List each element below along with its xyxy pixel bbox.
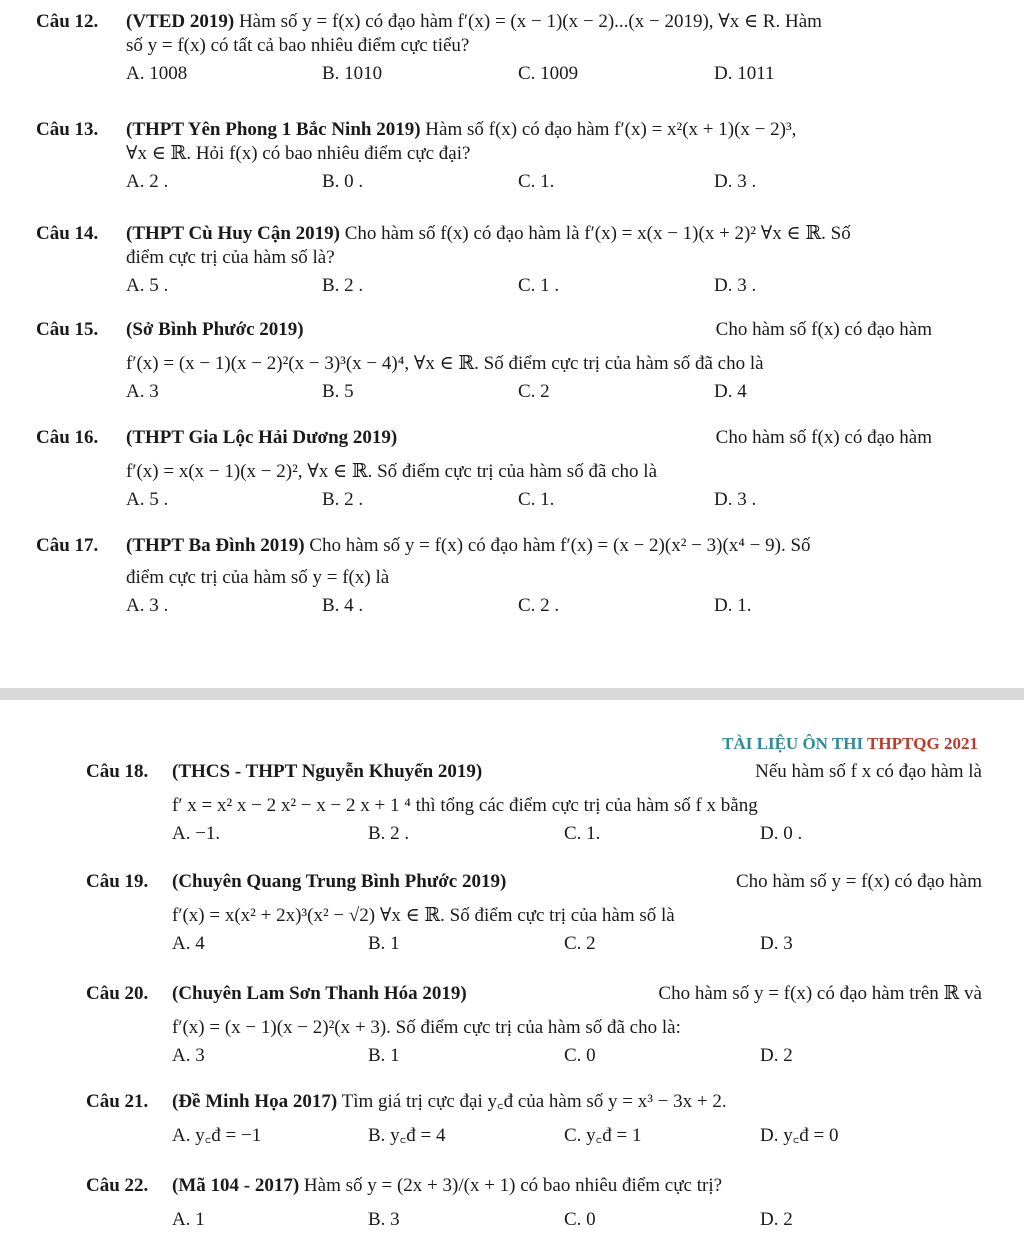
option-c[interactable]: C. 1009 xyxy=(518,63,579,84)
option-b[interactable]: B. 0 . xyxy=(322,171,364,192)
question-20 xyxy=(86,982,982,1068)
option-c[interactable]: C. 1. xyxy=(564,823,601,844)
option-a[interactable]: A. 3 xyxy=(172,1045,205,1066)
question-text-cont: ∀x ∈ ℝ. Hỏi f(x) có bao nhiêu điểm cực đại? xyxy=(126,143,471,164)
option-d[interactable]: D. 2 xyxy=(760,1209,793,1230)
question-text-cont: điểm cực trị của hàm số là? xyxy=(126,247,335,268)
option-b[interactable]: B. 1010 xyxy=(322,63,383,84)
option-b[interactable]: B. y꜀đ = 4 xyxy=(368,1125,446,1146)
question-text-cont: điểm cực trị của hàm số y = f(x) là xyxy=(126,567,390,588)
option-b[interactable]: B. 2 . xyxy=(368,823,410,844)
option-a[interactable]: A. 3 . xyxy=(126,595,169,616)
page-separator xyxy=(0,688,1024,700)
option-c[interactable]: C. 2 . xyxy=(518,595,560,616)
question-16 xyxy=(36,426,932,512)
question-21 xyxy=(86,1090,982,1148)
answer-options xyxy=(86,932,982,956)
answer-options xyxy=(36,62,932,86)
option-a[interactable]: A. 2 . xyxy=(126,171,169,192)
answer-options xyxy=(86,1044,982,1068)
question-source: (THPT Gia Lộc Hải Dương 2019) xyxy=(126,427,398,448)
question-label: Câu 15. xyxy=(36,319,99,340)
question-text-cont: f′(x) = x(x − 1)(x − 2)², ∀x ∈ ℝ. Số điểm cực trị của hàm số đã cho là xyxy=(126,461,658,482)
option-c[interactable]: C. 0 xyxy=(564,1045,596,1066)
option-b[interactable]: B. 1 xyxy=(368,1045,400,1066)
option-d[interactable]: D. 2 xyxy=(760,1045,793,1066)
option-a[interactable]: A. 1 xyxy=(172,1209,205,1230)
option-d[interactable]: D. 3 . xyxy=(714,489,757,510)
question-source: (Chuyên Quang Trung Bình Phước 2019) xyxy=(172,871,507,892)
answer-options xyxy=(36,380,932,404)
question-17 xyxy=(36,534,932,618)
question-source: (Đề Minh Họa 2017) xyxy=(172,1091,338,1112)
option-b[interactable]: B. 2 . xyxy=(322,275,364,296)
answer-options xyxy=(36,594,932,618)
question-text: Nếu hàm số f x có đạo hàm là xyxy=(755,761,982,782)
question-text-cont: số y = f(x) có tất cả bao nhiêu điểm cực tiểu? xyxy=(126,35,470,56)
answer-options xyxy=(86,822,982,846)
question-label: Câu 14. xyxy=(36,223,99,244)
option-c[interactable]: C. 2 xyxy=(564,933,596,954)
option-a[interactable]: A. 4 xyxy=(172,933,205,954)
question-source: (VTED 2019) xyxy=(126,11,235,32)
option-a[interactable]: A. 3 xyxy=(126,381,159,402)
option-d[interactable]: D. 0 . xyxy=(760,823,803,844)
answer-options xyxy=(36,488,932,512)
question-label: Câu 16. xyxy=(36,427,99,448)
option-d[interactable]: D. 1. xyxy=(714,595,752,616)
question-text: Cho hàm số y = f(x) có đạo hàm f′(x) = (x − 2)(x² − 3)(x⁴ − 9). Số xyxy=(309,535,811,556)
question-label: Câu 18. xyxy=(86,761,149,782)
option-b[interactable]: B. 4 . xyxy=(322,595,364,616)
option-d[interactable]: D. 3 xyxy=(760,933,793,954)
answer-options xyxy=(36,274,932,298)
question-label: Câu 12. xyxy=(36,11,99,32)
option-d[interactable]: D. 1011 xyxy=(714,63,775,84)
option-a[interactable]: A. 5 . xyxy=(126,275,169,296)
question-text: Hàm số f(x) có đạo hàm f′(x) = x²(x + 1)(x − 2)³, xyxy=(425,119,797,140)
question-source: (THPT Cù Huy Cận 2019) xyxy=(126,223,340,244)
question-text: Cho hàm số y = f(x) có đạo hàm xyxy=(735,871,982,892)
question-label: Câu 21. xyxy=(86,1091,149,1112)
question-text-cont: f′(x) = (x − 1)(x − 2)²(x + 3). Số điểm cực trị của hàm số đã cho là: xyxy=(172,1017,681,1038)
question-source: (THPT Yên Phong 1 Bắc Ninh 2019) xyxy=(126,119,421,140)
option-a[interactable]: A. 1008 xyxy=(126,63,188,84)
question-source: (Sở Bình Phước 2019) xyxy=(126,319,304,340)
answer-options xyxy=(86,1208,982,1232)
option-d[interactable]: D. 4 xyxy=(714,381,747,402)
option-a[interactable]: A. y꜀đ = −1 xyxy=(172,1125,262,1146)
question-14 xyxy=(36,222,932,298)
option-c[interactable]: C. 0 xyxy=(564,1209,596,1230)
question-source: (Mã 104 - 2017) xyxy=(172,1175,300,1196)
option-c[interactable]: C. 2 xyxy=(518,381,550,402)
question-text-cont: f′ x = x² x − 2 x² − x − 2 x + 1 ⁴ thì tổng các điểm cực trị của hàm số f x bằng xyxy=(172,795,758,816)
option-b[interactable]: B. 1 xyxy=(368,933,400,954)
question-text: Cho hàm số f(x) có đạo hàm xyxy=(715,427,932,448)
question-label: Câu 20. xyxy=(86,983,149,1004)
option-b[interactable]: B. 5 xyxy=(322,381,354,402)
answer-options xyxy=(86,1124,982,1148)
question-text-cont: f′(x) = (x − 1)(x − 2)²(x − 3)³(x − 4)⁴, ∀x ∈ ℝ. Số điểm cực trị của hàm số đã cho là xyxy=(126,353,764,374)
question-text-cont: f′(x) = x(x² + 2x)³(x² − √2) ∀x ∈ ℝ. Số điểm cực trị của hàm số là xyxy=(172,905,675,926)
question-18 xyxy=(86,760,982,846)
question-text: Hàm số y = f(x) có đạo hàm f′(x) = (x − 1)(x − 2)...(x − 2019), ∀x ∈ R. Hàm xyxy=(238,11,822,32)
question-13 xyxy=(36,118,932,194)
option-c[interactable]: C. 1. xyxy=(518,171,555,192)
question-text: Hàm số y = (2x + 3)/(x + 1) có bao nhiêu điểm cực trị? xyxy=(303,1175,723,1196)
page-header xyxy=(722,734,978,754)
question-source: (Chuyên Lam Sơn Thanh Hóa 2019) xyxy=(172,983,467,1004)
question-source: (THCS - THPT Nguyễn Khuyến 2019) xyxy=(172,761,483,782)
question-22 xyxy=(86,1174,982,1232)
option-a[interactable]: A. 5 . xyxy=(126,489,169,510)
question-text: Tìm giá trị cực đại y꜀đ của hàm số y = x³ − 3x + 2. xyxy=(341,1091,727,1112)
question-label: Câu 17. xyxy=(36,535,99,556)
question-label: Câu 19. xyxy=(86,871,149,892)
question-text: Cho hàm số f(x) có đạo hàm xyxy=(715,319,932,340)
question-source: (THPT Ba Đình 2019) xyxy=(126,535,305,556)
option-c[interactable]: C. 1 . xyxy=(518,275,560,296)
question-12 xyxy=(36,10,932,86)
header-title: TÀI LIỆU ÔN THI xyxy=(722,734,868,753)
option-d[interactable]: D. 3 . xyxy=(714,275,757,296)
question-label: Câu 13. xyxy=(36,119,99,140)
document-page-2 xyxy=(0,700,1024,1248)
option-b[interactable]: B. 2 . xyxy=(322,489,364,510)
answer-options xyxy=(36,170,932,194)
question-15 xyxy=(36,318,932,404)
question-text: Cho hàm số y = f(x) có đạo hàm trên ℝ và xyxy=(658,983,982,1004)
option-d[interactable]: D. 3 . xyxy=(714,171,757,192)
option-a[interactable]: A. −1. xyxy=(172,823,221,844)
header-exam: THPTQG 2021 xyxy=(867,734,978,753)
option-c[interactable]: C. y꜀đ = 1 xyxy=(564,1125,642,1146)
question-text: Cho hàm số f(x) có đạo hàm là f′(x) = x(x − 1)(x + 2)² ∀x ∈ ℝ. Số xyxy=(344,223,851,244)
option-d[interactable]: D. y꜀đ = 0 xyxy=(760,1125,839,1146)
question-19 xyxy=(86,870,982,956)
option-c[interactable]: C. 1. xyxy=(518,489,555,510)
option-b[interactable]: B. 3 xyxy=(368,1209,400,1230)
question-label: Câu 22. xyxy=(86,1175,149,1196)
